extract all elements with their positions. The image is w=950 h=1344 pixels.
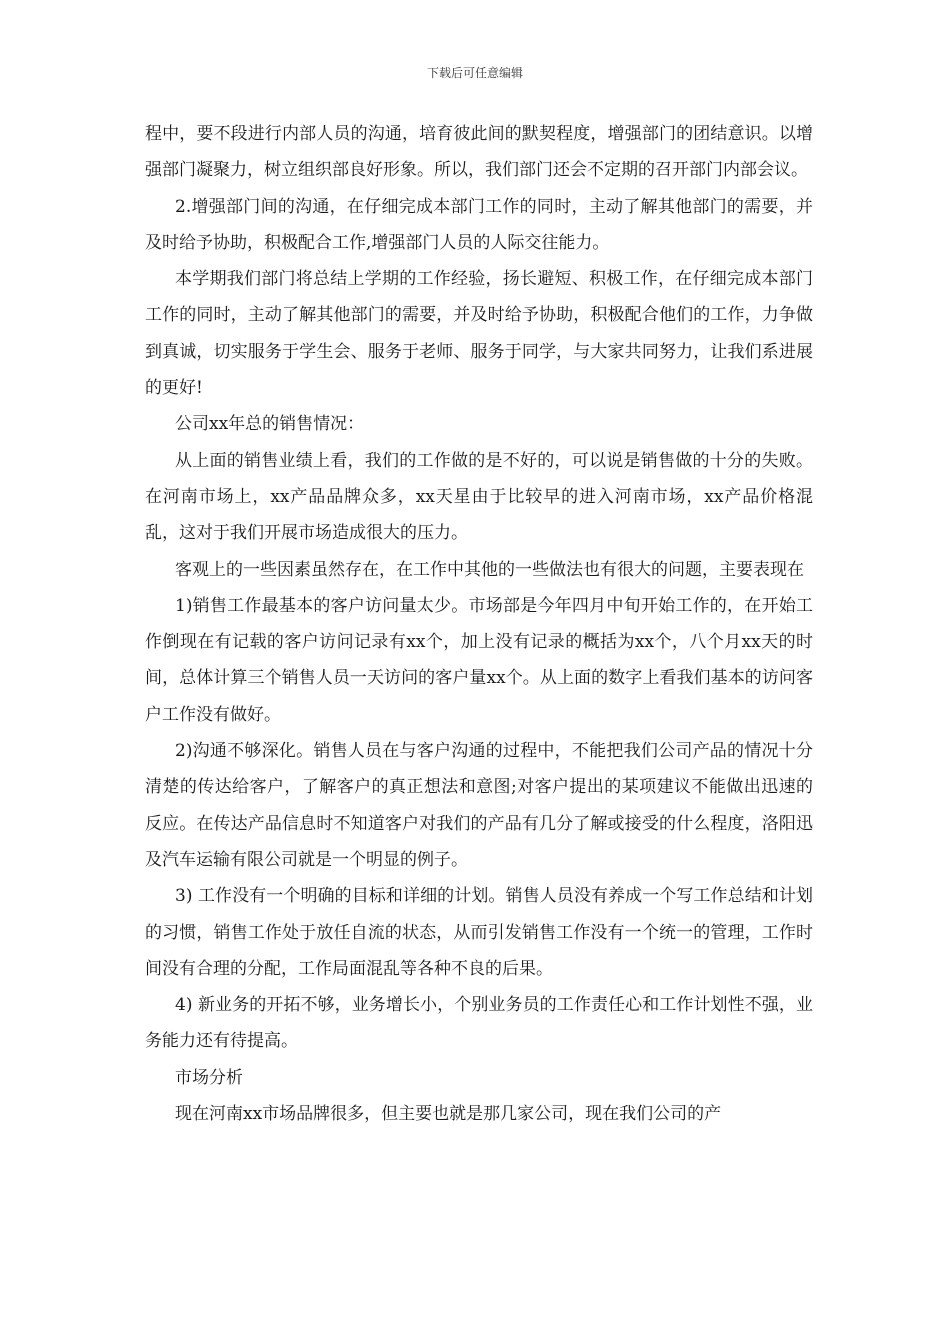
paragraph: 客观上的一些因素虽然存在，在工作中其他的一些做法也有很大的问题，主要表现在	[175, 559, 804, 580]
paragraph: 本学期我们部门将总结上学期的工作经验，扬长避短、积极工作，在仔细完成本部门工作的同时，主动了解其他部门的需要，并及时给予协助，积极配合他们的工作，力争做到真诚，切实服务于学生会、服务于老师、服务于同学，与大家共同努力，让我们系进展的更好!	[145, 269, 813, 399]
paragraph: 程中，要不段进行内部人员的沟通，培育彼此间的默契程度，增强部门的团结意识。以增强部门凝聚力，树立组织部良好形象。所以，我们部门还会不定期的召开部门内部会议。	[145, 124, 813, 181]
paragraph: 2.增强部门间的沟通，在仔细完成本部门工作的同时，主动了解其他部门的需要，并及时给予协助，积极配合工作,增强部门人员的人际交往能力。	[145, 196, 813, 253]
paragraph: 公司xx年总的销售情况：	[175, 414, 365, 435]
page-header: 下载后可任意编辑	[426, 66, 523, 80]
paragraph: 现在河南xx市场品牌很多，但主要也就是那几家公司，现在我们公司的产	[175, 1104, 722, 1125]
paragraph: 1)销售工作最基本的客户访问量太少。市场部是今年四月中旬开始工作的，在开始工作倒现在有记载的客户访问记录有xx个，加上没有记录的概括为xx个，八个月xx天的时间，总体计算三个销售人员一天访问的客户量xx个。从上面的数字上看我们基本的访问客户工作没有做好。	[145, 595, 813, 725]
paragraph: 从上面的销售业绩上看，我们的工作做的是不好的，可以说是销售做的十分的失败。在河南市场上，xx产品品牌众多，xx天星由于比较早的进入河南市场，xx产品价格混乱，这对于我们开展市场造成很大的压力。	[145, 450, 813, 544]
paragraph: 4) 新业务的开拓不够，业务增长小，个别业务员的工作责任心和工作计划性不强，业务能力还有待提高。	[145, 995, 813, 1052]
paragraph: 2)沟通不够深化。销售人员在与客户沟通的过程中，不能把我们公司产品的情况十分清楚的传达给客户，了解客户的真正想法和意图;对客户提出的某项建议不能做出迅速的反应。在传达产品信息时不知道客户对我们的产品有几分了解或接受的什么程度，洛阳迅及汽车运输有限公司就是一个明显的例子。	[145, 741, 813, 870]
section-heading: 市场分析	[175, 1067, 243, 1088]
document-body	[145, 116, 813, 1132]
paragraph: 3) 工作没有一个明确的目标和详细的计划。销售人员没有养成一个写工作总结和计划的习惯，销售工作处于放任自流的状态，从而引发销售工作没有一个统一的管理，工作时间没有合理的分配，工作局面混乱等各种不良的后果。	[145, 886, 813, 979]
